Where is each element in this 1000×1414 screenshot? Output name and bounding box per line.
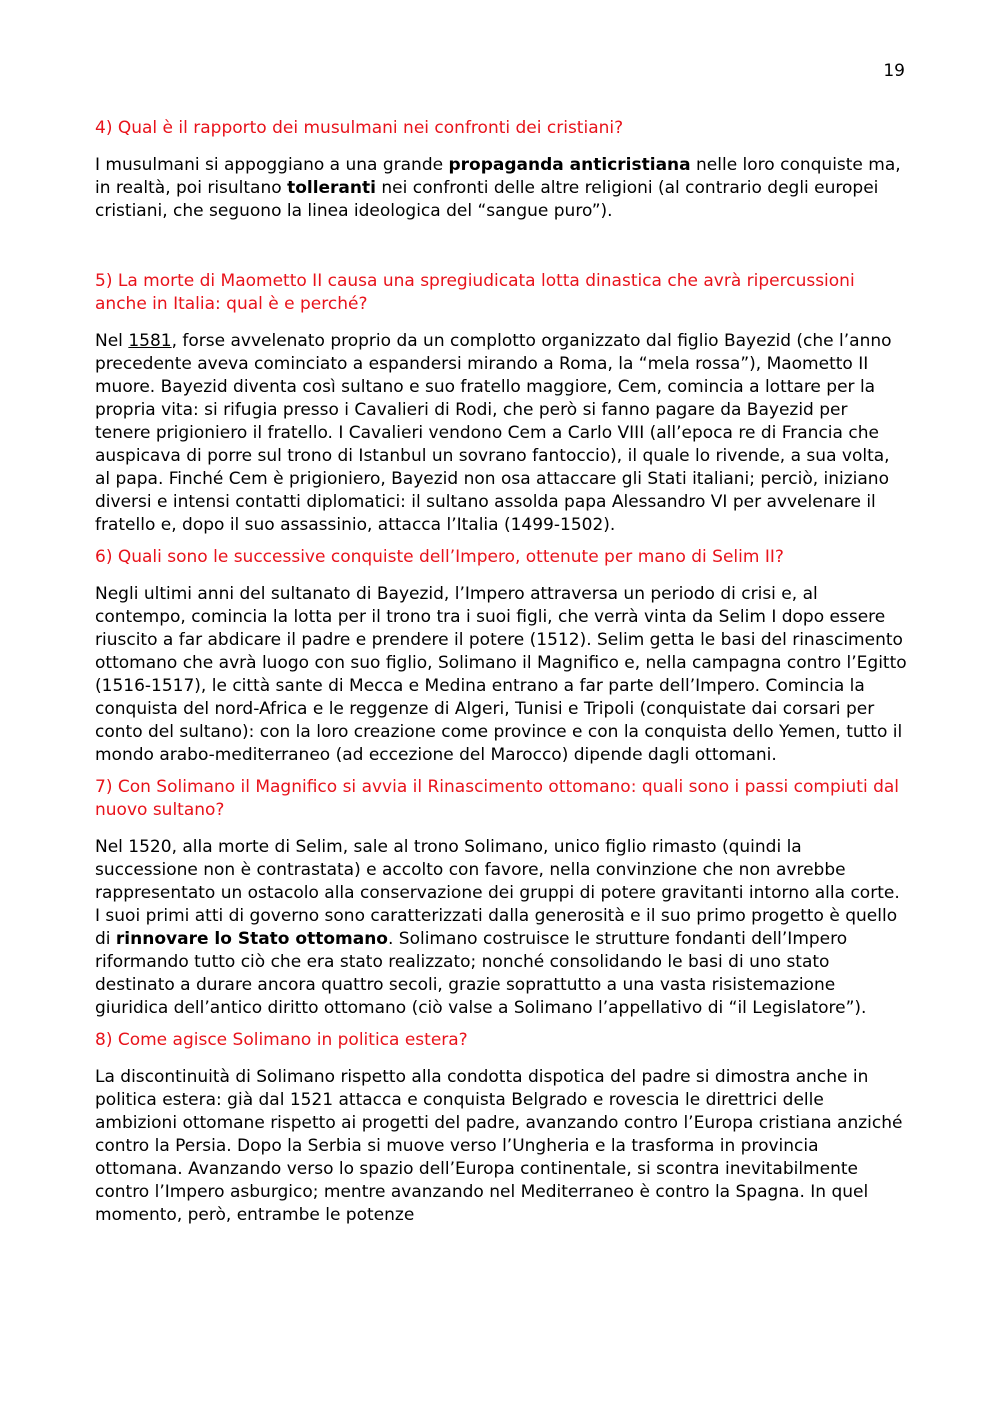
answer-7-bold-rinnovare: rinnovare lo Stato ottomano xyxy=(115,929,388,949)
answer-7-text: . Solimano costruisce le strutture fondanti dell’Impero riformando tutto ciò che era stato realizzato; nonché consolidando le basi di uno stato destinato a durare ancora quattro secoli, grazie soprattutto a una vasta risistemazione giuridica dell’antico diritto ottomano (ciò valse a Solimano l’appellativo di “il Legislatore”). xyxy=(95,929,867,1018)
answer-6-text: Negli ultimi anni del sultanato di Bayezid, l’Impero attraversa un periodo di crisi e, al contempo, comincia la lotta per il trono tra i suoi figli, che verrà vinta da Selim I dopo essere riuscito a far abdicare il padre e prendere il potere (1512). Selim getta le basi del rinascimento ottomano che avrà luogo con suo figlio, Solimano il Magnifico e, nella campagna contro l’Egitto (1516-1517), le città sante di Mecca e Medina entrano a far parte dell’Impero. Comincia la conquista del nord-Africa e le reggenze di Algeri, Tunisi e Tripoli (conquistate dai corsari per conto del sultano): con la loro creazione come province e con la conquista dello Yemen, tutto il mondo arabo-mediterraneo (ad eccezione del Marocco) dipende dagli ottomani. xyxy=(95,584,907,765)
answer-5 xyxy=(95,330,907,537)
answer-4-text: nelle loro conquiste ma, in realtà, poi risultano xyxy=(95,155,901,198)
question-5: 5) La morte di Maometto II causa una spregiudicata lotta dinastica che avrà ripercussioni anche in Italia: qual è e perché? xyxy=(95,271,855,314)
answer-5-underlined-year: 1581 xyxy=(128,331,172,351)
question-6: 6) Quali sono le successive conquiste dell’Impero, ottenute per mano di Selim II? xyxy=(95,547,784,567)
question-7: 7) Con Solimano il Magnifico si avvia il Rinascimento ottomano: quali sono i passi compiuti dal nuovo sultano? xyxy=(95,777,899,820)
question-4: 4) Qual è il rapporto dei musulmani nei confronti dei cristiani? xyxy=(95,118,624,138)
document-body xyxy=(95,117,907,1227)
answer-4-text: nei confronti delle altre religioni (al contrario degli europei cristiani, che seguono la linea ideologica del “sangue puro”). xyxy=(95,178,879,221)
page-number: 19 xyxy=(883,61,905,81)
answer-5-text: , forse avvelenato proprio da un complotto organizzato dal figlio Bayezid (che l’anno precedente aveva cominciato a espandersi mirando a Roma, la “mela rossa”), Maometto II muore. Bayezid diventa così sultano e suo fratello maggiore, Cem, comincia a lottare per la propria vita: si rifugia presso i Cavalieri di Rodi, che però si fanno pagare da Bayezid per tenere prigioniero il fratello. I Cavalieri vendono Cem a Carlo VIII (all’epoca re di Francia che auspicava di porre sul trono di Istanbul un sovrano fantoccio), il quale lo rivende, a sua volta, al papa. Finché Cem è prigioniero, Bayezid non osa attaccare gli Stati italiani; perciò, iniziano diversi e intensi contatti diplomatici: il sultano assolda papa Alessandro VI per avvelenare il fratello e, dopo il suo assassinio, attacca l’Italia (1499-1502). xyxy=(95,331,892,535)
answer-4-text: I musulmani si appoggiano a una grande xyxy=(95,155,449,175)
question-8: 8) Come agisce Solimano in politica estera? xyxy=(95,1030,468,1050)
answer-5-text: Nel xyxy=(95,331,129,351)
answer-8 xyxy=(95,1066,907,1227)
answer-4-bold-tolleranti: tolleranti xyxy=(287,178,376,198)
answer-6 xyxy=(95,583,907,767)
answer-4-bold-propaganda: propaganda anticristiana xyxy=(448,155,691,175)
answer-4 xyxy=(95,154,907,223)
answer-7-text: Nel 1520, alla morte di Selim, sale al trono Solimano, unico figlio rimasto (quindi la successione non è contrastata) e accolto con favore, nella convinzione che non avrebbe rappresentato un ostacolo alla conservazione dei gruppi di potere gravitanti intorno alla corte. I suoi primi atti di governo sono caratterizzati dalla generosità e il suo primo progetto è quello di xyxy=(95,837,900,949)
answer-8-text: La discontinuità di Solimano rispetto alla condotta dispotica del padre si dimostra anche in politica estera: già dal 1521 attacca e conquista Belgrado e rovescia le direttrici delle ambizioni ottomane rispetto ai progetti del padre, avanzando contro l’Europa cristiana anziché contro la Persia. Dopo la Serbia si muove verso l’Ungheria e la trasforma in provincia ottomana. Avanzando verso lo spazio dell’Europa continentale, si scontra inevitabilmente contro l’Impero asburgico; mentre avanzando nel Mediterraneo è contro la Spagna. In quel momento, però, entrambe le potenze xyxy=(95,1067,903,1225)
answer-7 xyxy=(95,836,907,1020)
